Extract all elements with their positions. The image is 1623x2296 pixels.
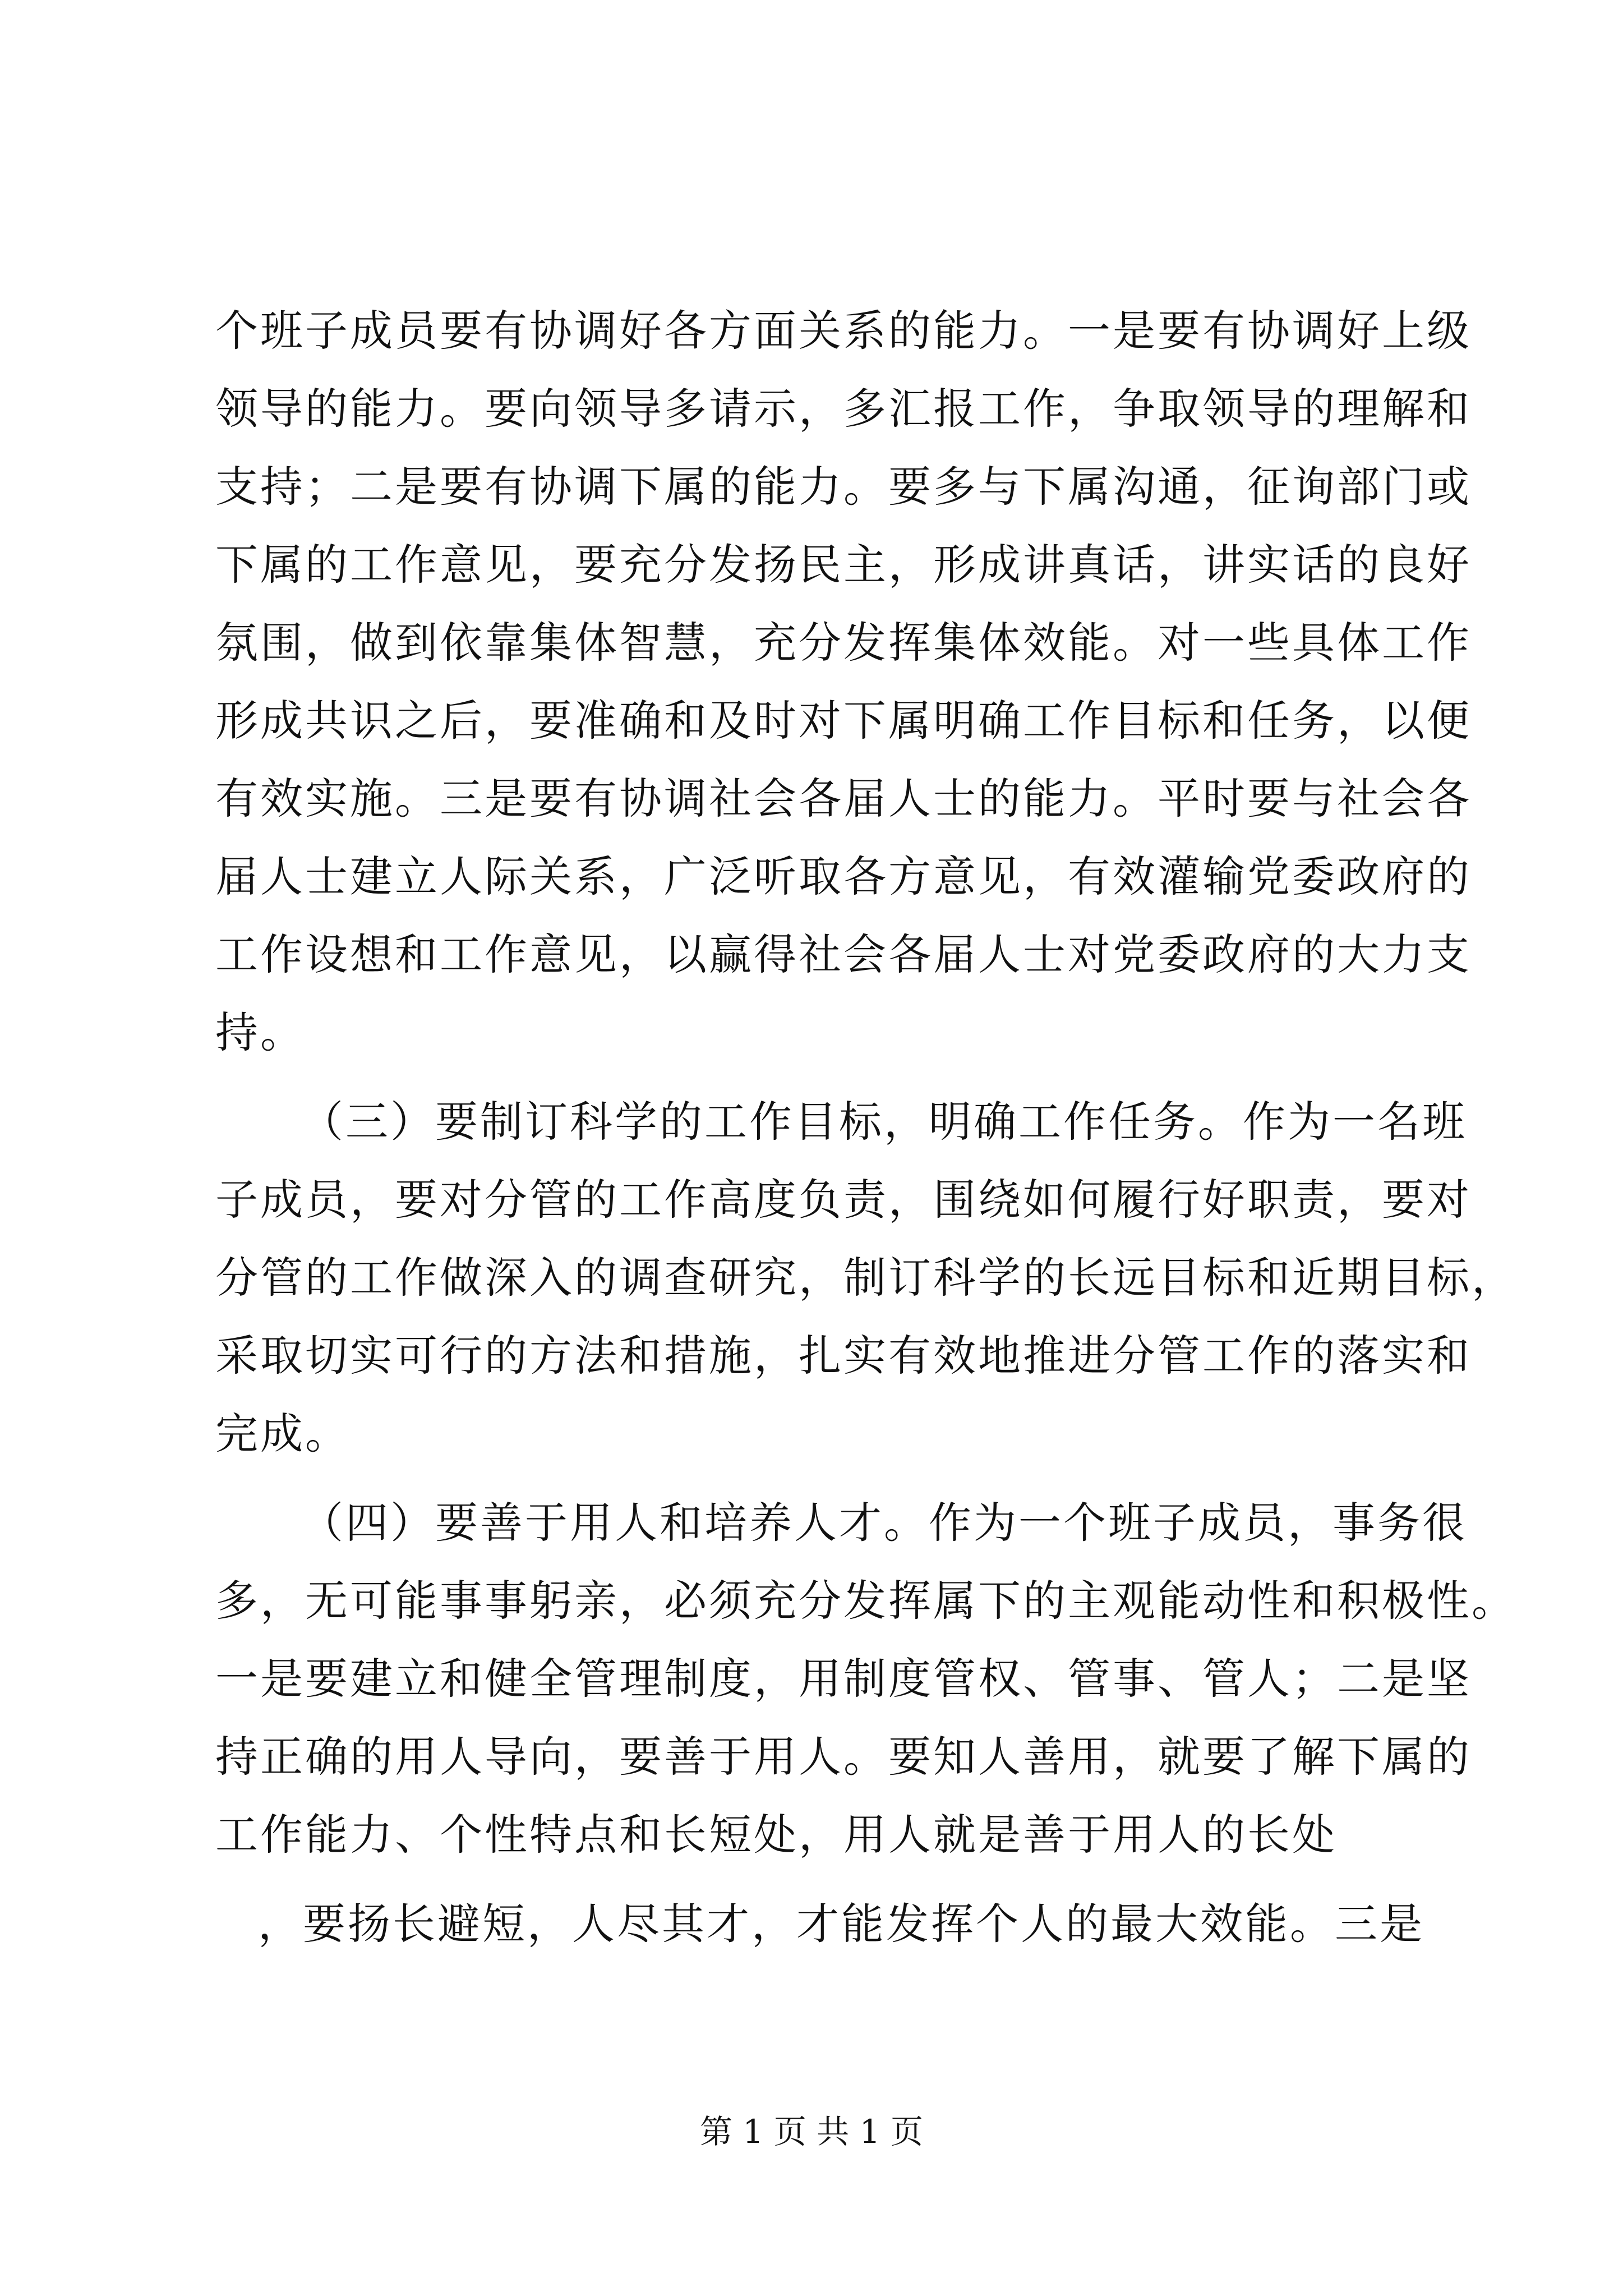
paragraph-line: 持正确的用人导向，要善于用人。要知人善用，就要了解下属的 [215, 1732, 1472, 1782]
paragraph-line: （四）要善于用人和培养人才。作为一个班子成员，事务很 [301, 1498, 1467, 1548]
paragraph-line: 领导的能力。要向领导多请示，多汇报工作，争取领导的理解和 [215, 384, 1472, 434]
document-body [215, 292, 1516, 1963]
paragraph-gap [215, 1473, 1415, 1484]
paragraph-line: 采取切实可行的方法和措施，扎实有效地推进分管工作的落实和 [215, 1331, 1472, 1381]
paragraph-line: 工作设想和工作意见，以赢得社会各届人士对党委政府的大力支 [215, 930, 1472, 979]
paragraph-line: 支持；二是要有协调下属的能力。要多与下属沟通，征询部门或 [215, 462, 1472, 512]
paragraph-line: ，要扬长避短，人尽其才，才能发挥个人的最大效能。三是 [258, 1899, 1424, 1949]
paragraph-gap [215, 1071, 1415, 1083]
paragraph-line: 有效实施。三是要有协调社会各届人士的能力。平时要与社会各 [215, 774, 1472, 823]
paragraph-line: 工作能力、个性特点和长短处，用人就是善于用人的长处 [215, 1810, 1337, 1860]
paragraph-line: 子成员，要对分管的工作高度负责，围绕如何履行好职责，要对 [215, 1175, 1472, 1225]
paragraph-line: 持。 [215, 1007, 305, 1057]
paragraph-gap [215, 1874, 1415, 1885]
paragraph-line: 下属的工作意见，要充分发扬民主，形成讲真话，讲实话的良好 [215, 540, 1472, 590]
paragraph-line: 形成共识之后，要准确和及时对下属明确工作目标和任务，以便 [215, 696, 1472, 746]
paragraph-line: 个班子成员要有协调好各方面关系的能力。一是要有协调好上级 [215, 306, 1472, 356]
paragraph-line: 一是要建立和健全管理制度，用制度管权、管事、管人；二是坚 [215, 1654, 1472, 1704]
paragraph-line: 完成。 [215, 1409, 350, 1458]
paragraph-line: 多，无可能事事躬亲，必须充分发挥属下的主观能动性和积极性。 [215, 1576, 1516, 1626]
paragraph-line: （三）要制订科学的工作目标，明确工作任务。作为一名班 [301, 1097, 1467, 1147]
paragraph-line: 氛围，做到依靠集体智慧，充分发挥集体效能。对一些具体工作 [215, 618, 1472, 668]
paragraph-line: 届人士建立人际关系，广泛听取各方意见，有效灌输党委政府的 [215, 852, 1472, 901]
paragraph-line: 分管的工作做深入的调查研究，制订科学的长远目标和近期目标， [215, 1253, 1516, 1303]
page-footer: 第 1 页 共 1 页 [700, 2113, 923, 2151]
